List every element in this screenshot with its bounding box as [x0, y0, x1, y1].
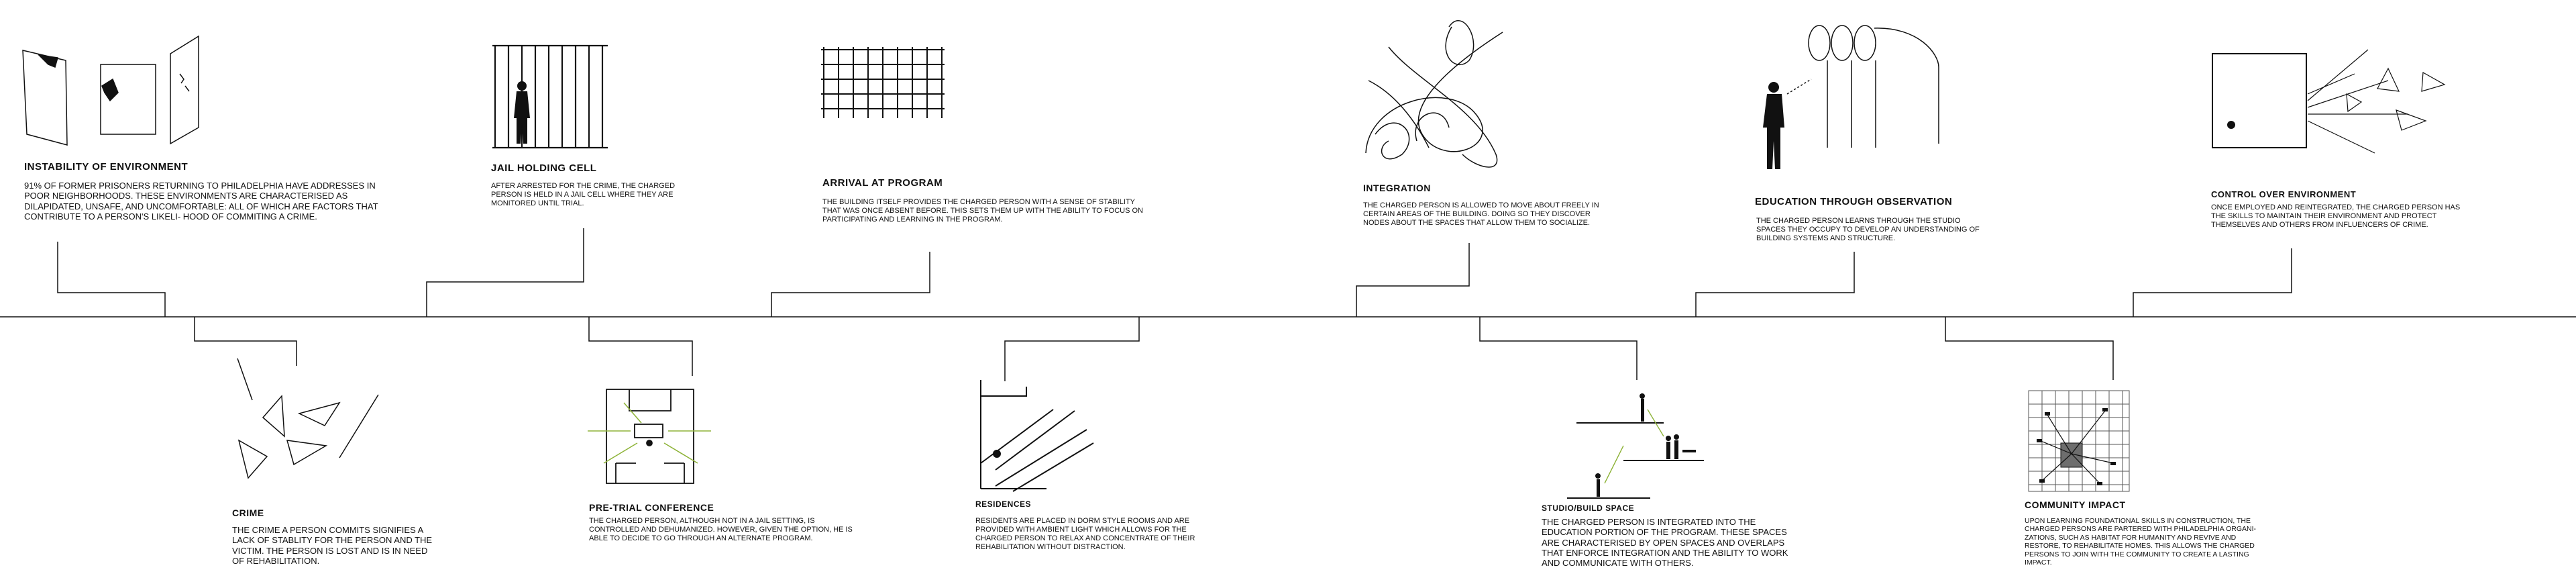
crime-shards-icon [237, 358, 378, 478]
connector-arrival [771, 252, 930, 317]
step-description: THE CHARGED PERSON IS ALLOWED TO MOVE ABOUT FREELY IN CERTAIN AREAS OF THE BUILDING. DOING SO THEY DISCOVER NODES ABOUT THE SPACES THAT ALLOW THEM TO SOCIALIZE. [1363, 201, 1599, 227]
step-description: 91% OF FORMER PRISONERS RETURNING TO PHILADELPHIA HAVE ADDRESSES IN POOR NEIGHBORHOODS. THESE ENVIRONMENTS ARE CHARACTERISED AS DILAPIDATED, UNSAFE, AND UNCOMFORTABLE: ALL OF WHICH ARE FACTORS THAT CONTRIBUTE TO A PERSON'S LIKELI- HOOD OF COMMITING A CRIME. [24, 181, 378, 222]
residences-plan-icon [981, 380, 1093, 491]
step-jail [491, 162, 692, 208]
step-description: UPON LEARNING FOUNDATIONAL SKILLS IN CONSTRUCTION, THE CHARGED PERSONS ARE PARTERED WITH PHILADELPHIA ORGANI- ZATIONS, SUCH AS HABITAT FOR HUMANITY AND REVIVE AND RESTORE, TO REHABILITATE HOMES. THIS ALLOWS THE CHARGED PERSONS TO JOIN WITH THE COMMUNITY TO CREATE A LASTING IMPACT. [2025, 517, 2257, 567]
connector-integration [1356, 243, 1469, 317]
radiating-arrows-icon [2308, 50, 2445, 153]
step-title: EDUCATION THROUGH OBSERVATION [1755, 196, 1953, 207]
step-title: INSTABILITY OF ENVIRONMENT [24, 161, 189, 173]
step-description: RESIDENTS ARE PLACED IN DORM STYLE ROOMS AND ARE PROVIDED WITH AMBIENT LIGHT WHICH ALLOWS FOR THE CHARGED PERSON TO RELAX AND CONCENTRATE OF THEIR REHABILITATION WITHOUT DISTRACTION. [975, 517, 1195, 551]
broken-panels-icon [23, 36, 199, 145]
step-description: THE CHARGED PERSON LEARNS THROUGH THE STUDIO SPACES THEY OCCUPY TO DEVELOP AN UNDERSTANDING OF BUILDING SYSTEMS AND STRUCTURE. [1756, 217, 1980, 242]
studio-sightlines-icon [1605, 409, 1664, 483]
connector-residences [1005, 317, 1139, 381]
community-grid-icon [2029, 391, 2129, 491]
studio-figures-icon [1595, 393, 1696, 497]
step-title: PRE-TRIAL CONFERENCE [589, 502, 714, 513]
step-education [1755, 196, 1983, 243]
step-crime [232, 507, 440, 566]
step-title: ARRIVAL AT PROGRAM [822, 177, 943, 189]
connector-control [2133, 248, 2292, 317]
step-title: INTEGRATION [1363, 183, 1431, 193]
step-pretrial [589, 502, 857, 543]
step-description: ONCE EMPLOYED AND REINTEGRATED, THE CHARGED PERSON HAS THE SKILLS TO MAINTAIN THEIR ENVIRONMENT AND PROTECT THEMSELVES AND OTHERS FROM INFLUENCERS OF CRIME. [2211, 203, 2461, 229]
connector-studio [1480, 317, 1637, 380]
jail-bars-icon [492, 46, 608, 148]
step-residences [975, 499, 1203, 552]
step-description: THE CHARGED PERSON IS INTEGRATED INTO THE EDUCATION PORTION OF THE PROGRAM. THESE SPACES ARE CHARACTERISED BY OPEN SPACES AND OVERLAPS THAT ENFORCE INTEGRATION AND THE ABILITY TO WORK AND COMMUNICATE WITH OTHERS. [1542, 517, 1788, 569]
step-title: RESIDENCES [975, 499, 1032, 509]
connector-instability [58, 242, 165, 317]
connector-community [1945, 317, 2113, 380]
observation-rings-icon [1787, 26, 1939, 148]
step-description: THE CHARGED PERSON, ALTHOUGH NOT IN A JAIL SETTING, IS CONTROLLED AND DEHUMANIZED. HOWEVER, GIVEN THE OPTION, HE IS ABLE TO DECIDE TO GO THROUGH AN ALTERNATE PROGRAM. [589, 517, 853, 542]
connector-crime [195, 317, 297, 366]
connector-education [1696, 252, 1854, 317]
observer-silhouette-icon [1763, 82, 1784, 169]
movement-scribble-icon [1366, 21, 1503, 167]
step-title: CONTROL OVER ENVIRONMENT [2211, 189, 2357, 199]
connector-jail [427, 228, 584, 317]
step-description: THE CRIME A PERSON COMMITS SIGNIFIES A LACK OF STABLITY FOR THE PERSON AND THE VICTIM. THE PERSON IS LOST AND IS IN NEED OF REHABILITATION. [232, 525, 433, 566]
pretrial-room-icon [606, 389, 694, 483]
step-control [2211, 189, 2466, 230]
step-description: THE BUILDING ITSELF PROVIDES THE CHARGED PERSON WITH A SENSE OF STABILITY THAT WAS ONCE ABSENT BEFORE. THIS SETS THEM UP WITH THE ABILITY TO FOCUS ON PARTICIPATING AND LEARNING IN THE PROGRAM. [822, 198, 1143, 224]
step-title: COMMUNITY IMPACT [2025, 499, 2126, 510]
step-instability [24, 161, 386, 222]
connector-pretrial [589, 317, 692, 376]
step-title: STUDIO/BUILD SPACE [1542, 503, 1635, 513]
control-box-icon [2212, 54, 2306, 148]
studio-levels-icon [1567, 423, 1704, 498]
building-grid-icon [821, 47, 945, 118]
step-studio [1542, 503, 1796, 569]
step-integration [1363, 183, 1611, 228]
step-title: CRIME [232, 507, 264, 518]
step-title: JAIL HOLDING CELL [491, 162, 597, 174]
community-hub-icon [2037, 408, 2116, 485]
step-description: AFTER ARRESTED FOR THE CRIME, THE CHARGED PERSON IS HELD IN A JAIL CELL WHERE THEY ARE MONITORED UNTIL TRIAL. [491, 182, 676, 207]
step-arrival [822, 177, 1144, 224]
step-community [2025, 499, 2266, 567]
